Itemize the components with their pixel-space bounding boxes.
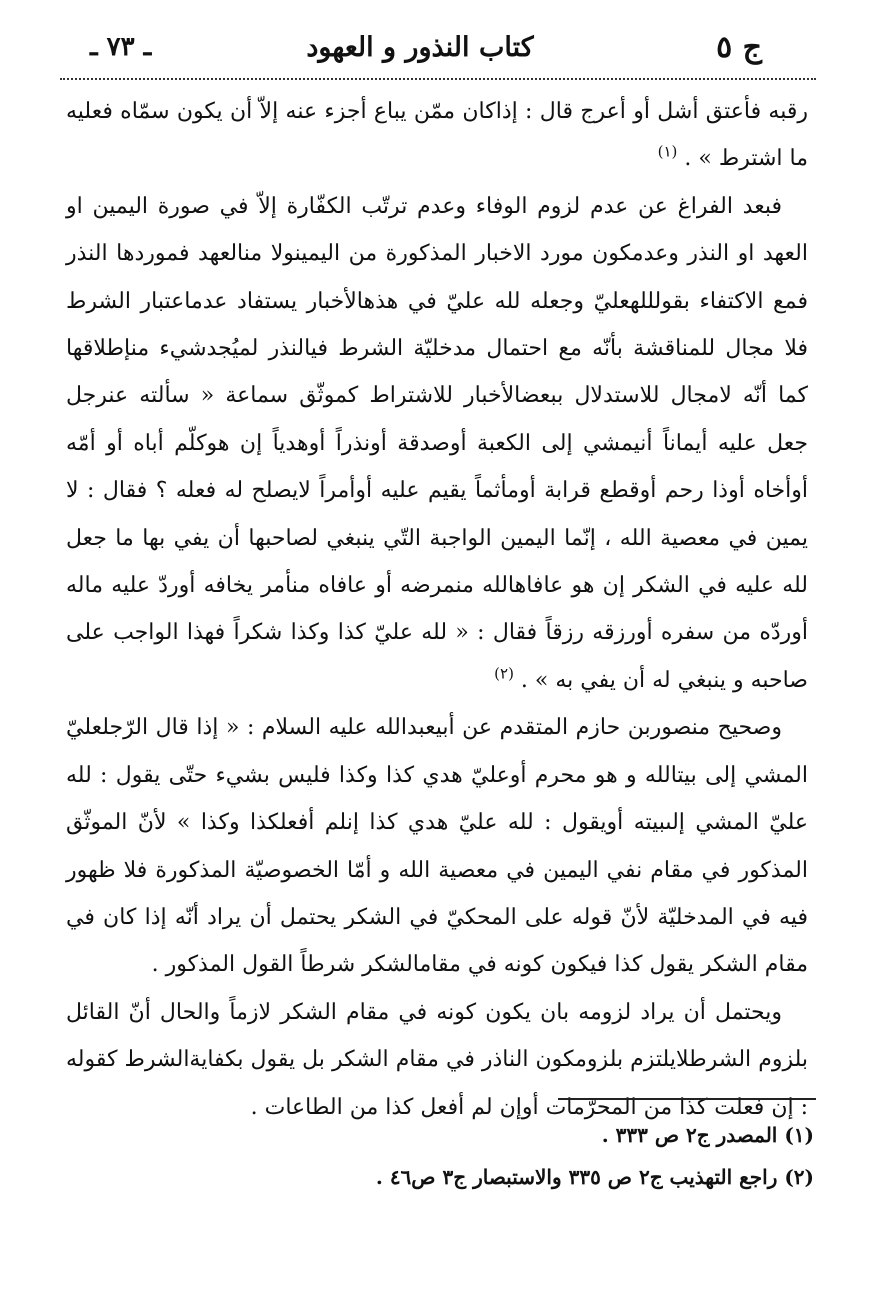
main-text [66,88,808,1131]
paragraph-1 [66,88,808,183]
paragraph-text: فبعد الفراغ عن عدم لزوم الوفاء وعدم ترتّب الكفّارة إلاّ في صورة اليمين او العهد او النذر وعدمكون مورد الاخبار المذكورة من اليمينولا منالعهد فموردها النذر فمع الاكتفاء بقولللهعليّ وجعله لله عليّ في هذهالأخبار يستفاد عدماعتبار الشرط فلا مجال للمناقشة بأنّه مع احتمال مدخليّة الشرط فيالنذر لميُجدشيء منإطلاقها كما أنّه لامجال للاستدلال ببعضالأخبار للاشتراط كموثّق سماعة « سألته عنرجل جعل عليه أيماناً أنيمشي إلى الكعبة أوصدقة أونذراً أوهدياً إن هوكلّم أباه أو أمّه أوأخاه أوذا رحم أوقطع قرابة أومأثماً يقيم عليه أوأمراً لايصلح له فعله ؟ فقال : لا يمين في معصية الله ، إنّما اليمين الواجبة التّي ينبغي لصاحبها أن يفي بها ما جعل لله عليه في الشكر إن هو عافاهالله منمرضه أو عافاه منأمر يخافه أوردّ عليه ماله أوردّه من سفره أورزقه رزقاً فقال : « لله عليّ كذا وكذا شكراً فهذا الواجب على صاحبه و ينبغي له أن يفي به » . [66,193,808,693]
footnote-ref-2: (٢) [494,664,514,683]
chapter-title: كتاب النذور و العهود [306,32,534,63]
footnote-ref-1: (١) [657,143,678,162]
footnote-1: (١) المصدر ج٢ ص ٣٣٣ . [601,1123,814,1147]
volume-label: ج ٥ [716,30,762,65]
footnotes [114,1114,814,1198]
page-number: ـ ٧٣ ـ [90,32,152,62]
footnote-separator [558,1098,816,1100]
page-header [70,28,770,74]
paragraph-2 [66,183,808,704]
paragraph-3 [66,704,808,988]
footnote-2: (٢) راجع التهذيب ج٢ ص ٣٣٥ والاستبصار ج٣ ص٤٦ . [375,1165,814,1189]
paragraph-text: رقبه فأعتق أشل أو أعرج قال : إذاكان ممّن يباع أجزء عنه إلاّ أن يكون سمّاه فعليه ما اشترط » . [66,99,808,172]
paragraph-text: وصحيح منصوربن حازم المتقدم عن أبيعبدالله عليه السلام : « إذا قال الرّجلعليّ المشي إلى بيتالله و هو محرم أوعليّ هدي كذا وكذا فليس بشيء حتّى يقول : لله عليّ المشي إلىبيته أويقول : لله عليّ هدي كذا إنلم أفعلكذا وكذا » لأنّ الموثّق المذكور في مقام نفي اليمين في معصية الله و أمّا الخصوصيّة المذكورة فلا ظهور فيه في المدخليّة لأنّ قوله على المحكيّ في الشكر يحتمل أن يراد أنّه إذا كان في مقام الشكر يقول كذا فيكون كونه في مقامالشكر شرطاً القول المذكور . [66,715,808,978]
paragraph-text: ويحتمل أن يراد لزومه بان يكون كونه في مقام الشكر لازماً والحال أنّ القائل بلزوم الشرطلايلتزم بلزومكون الناذر في مقام الشكر بل يقول بكفايةالشرط كقوله : إن فعلت كذا من المحرّمات أوإن لم أفعل كذا من الطاعات . [66,999,808,1120]
header-dotted-rule [60,78,816,80]
paragraph-4 [66,989,808,1131]
